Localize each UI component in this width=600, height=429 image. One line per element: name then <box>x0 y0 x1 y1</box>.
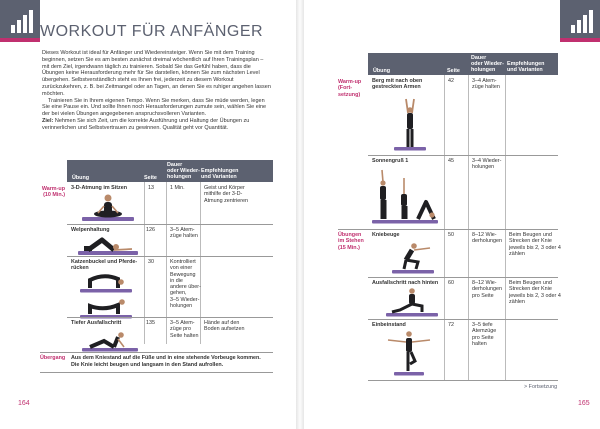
exercise-duration: 3–4 Wieder- holungen <box>472 158 502 171</box>
left-page <box>0 0 296 429</box>
exercise-name: Welpenhaltung <box>71 227 110 233</box>
header-tips: Empfehlungen und Varianten <box>201 168 239 180</box>
exercise-duration: 3–5 Atem- züge pro Seite halten <box>170 320 199 339</box>
row-divider <box>338 229 558 230</box>
low-lunge-figure <box>80 327 140 353</box>
exercise-name: Katzenbuckel und Pferde- rücken <box>71 259 138 272</box>
chart-bars-icon <box>0 0 40 38</box>
exercise-tips: Beim Beugen und Strecken der Knie jeweils bis 2, 3 oder 4 zählen <box>509 280 561 305</box>
intro-paragraph-1: Dieses Workout ist ideal für Anfänger und Wiedereinsteiger. Wenn Sie mit dem Training beginnen, setzen Sie es am besten zunächst dreimal wöchentlich auf Ihren Trainingsplan – mit dem Ziel, irgendwann täglich zu trainieren. Sobald Sie das Gefühl haben, dass die Übungen keine Herausforderung mehr für Sie darstellen, können Sie zum nächsten Level übergehen. Selbstverständlich steht es Ihnen frei, jederzeit zu diesem Workout zurückzukehren, z. B. bei Zeitmangel oder an Tagen, an denen Sie es ruhiger angehen lassen möchten. <box>42 50 271 97</box>
column-divider <box>505 75 506 380</box>
table-header <box>67 160 273 182</box>
puppy-pose-figure <box>76 232 140 256</box>
transition-label: Übergang <box>40 355 66 361</box>
page-title: WORKOUT FÜR ANFÄNGER <box>40 23 264 40</box>
transition-text: Aus dem Kniestand auf die Füße und in eine stehende Vorbeuge kommen. Die Knie leicht beugen und langsam in den Stand aufrollen. <box>71 355 261 368</box>
squat-figure <box>388 238 438 276</box>
row-divider <box>368 319 558 320</box>
row-divider <box>40 372 273 373</box>
header-duration: Dauer oder Wieder- holungen <box>167 162 200 180</box>
single-leg-stand-figure <box>384 328 434 378</box>
goal-text: Nehmen Sie sich Zeit, um die korrekte Ausführung und Haltung der Übungen zu verinnerlichen und Selbstvertrauen zu gewinnen. Qualität geht vor Quantität. <box>42 117 250 131</box>
exercise-name: Tiefer Ausfallschritt <box>71 320 122 326</box>
exercise-name: Kniebeuge <box>372 232 400 238</box>
column-divider <box>468 75 469 380</box>
intro-text <box>42 50 272 132</box>
exercise-duration: Kontrolliert von einer Bewegung in die andere über- gehen, 3–5 Wieder- holungen <box>170 259 201 310</box>
exercise-name: Einbeinstand <box>372 322 406 328</box>
section-warmup-continued: Warm-up (Fort- setzung) <box>338 79 362 98</box>
row-divider <box>368 277 558 278</box>
exercise-page: 45 <box>448 158 454 164</box>
exercise-duration: 3–5 Atem- züge halten <box>170 227 198 240</box>
exercise-name: Berg mit nach oben gestreckten Armen <box>372 78 423 91</box>
row-divider <box>67 256 273 257</box>
exercise-page: 126 <box>146 227 155 233</box>
section-standing: Übungen im Stehen (15 Min.) <box>338 232 364 251</box>
exercise-duration: 8–12 Wie- derholungen <box>472 232 502 245</box>
row-divider <box>368 380 558 381</box>
exercise-tips: Geist und Körper mithilfe der 3-D- Atmung zentrieren <box>204 185 249 204</box>
header-page: Seite <box>447 68 460 74</box>
accent-strip <box>0 38 40 42</box>
row-divider <box>67 317 273 318</box>
exercise-tips: Beim Beugen und Strecken der Knie jeweils bis 2, 3 oder 4 zählen <box>509 232 561 257</box>
page-number: 165 <box>578 400 590 407</box>
exercise-duration: 1 Min. <box>170 185 185 191</box>
column-divider <box>144 182 145 344</box>
exercise-page: 50 <box>448 232 454 238</box>
header-tips: Empfehlungen und Varianten <box>507 61 545 73</box>
column-divider <box>166 182 167 344</box>
row-divider <box>67 224 273 225</box>
header-duration: Dauer oder Wieder- holungen <box>471 55 504 73</box>
sun-salutation-figure <box>370 168 440 226</box>
exercise-page: 42 <box>448 78 454 84</box>
seated-breathing-figure <box>78 193 138 223</box>
goal-label: Ziel: <box>42 117 54 124</box>
exercise-duration: 3–4 Atem- züge halten <box>472 78 500 91</box>
header-exercise: Übung <box>373 68 391 74</box>
right-page <box>304 0 600 429</box>
exercise-duration: 8–12 Wie- derholungen pro Seite <box>472 280 502 299</box>
section-warmup: Warm-up (10 Min.) <box>41 186 65 199</box>
intro-paragraph-2: Trainieren Sie in Ihrem eigenen Tempo. Wenn Sie merken, dass Sie müde werden, legen Sie eine Pause ein. Und sollte Ihnen noch Herausforderungen zumute sein, wählen Sie eine der bei vielen Übungen angegebenen anspruchsvolleren Varianten. <box>42 97 267 118</box>
exercise-tips: Hände auf den Boden aufsetzen <box>204 320 245 333</box>
cat-cow-figure <box>74 273 140 321</box>
chart-bars-icon <box>560 0 600 38</box>
exercise-page: 30 <box>148 259 154 265</box>
exercise-page: 72 <box>448 322 454 328</box>
exercise-duration: 3–5 tiefe Atemzüge pro Seite halten <box>472 322 497 347</box>
table-header <box>368 53 558 75</box>
header-exercise: Übung <box>72 175 90 181</box>
book-gutter <box>296 0 304 429</box>
row-divider <box>368 155 558 156</box>
exercise-name: Sonnengruß 1 <box>372 158 409 164</box>
column-divider <box>444 75 445 380</box>
exercise-name: 3-D-Atmung im Sitzen <box>71 185 128 191</box>
accent-strip <box>560 38 600 42</box>
exercise-name: Ausfallschritt nach hinten <box>372 280 439 286</box>
exercise-page: 13 <box>148 185 154 191</box>
continuation-link[interactable]: > Fortsetzung <box>524 384 558 390</box>
page-number: 164 <box>18 400 30 407</box>
header-page: Seite <box>144 175 157 181</box>
row-divider <box>40 352 273 353</box>
mountain-arms-up-figure <box>390 93 430 153</box>
exercise-page: 135 <box>146 320 155 326</box>
reverse-lunge-figure <box>384 286 440 318</box>
exercise-page: 60 <box>448 280 454 286</box>
